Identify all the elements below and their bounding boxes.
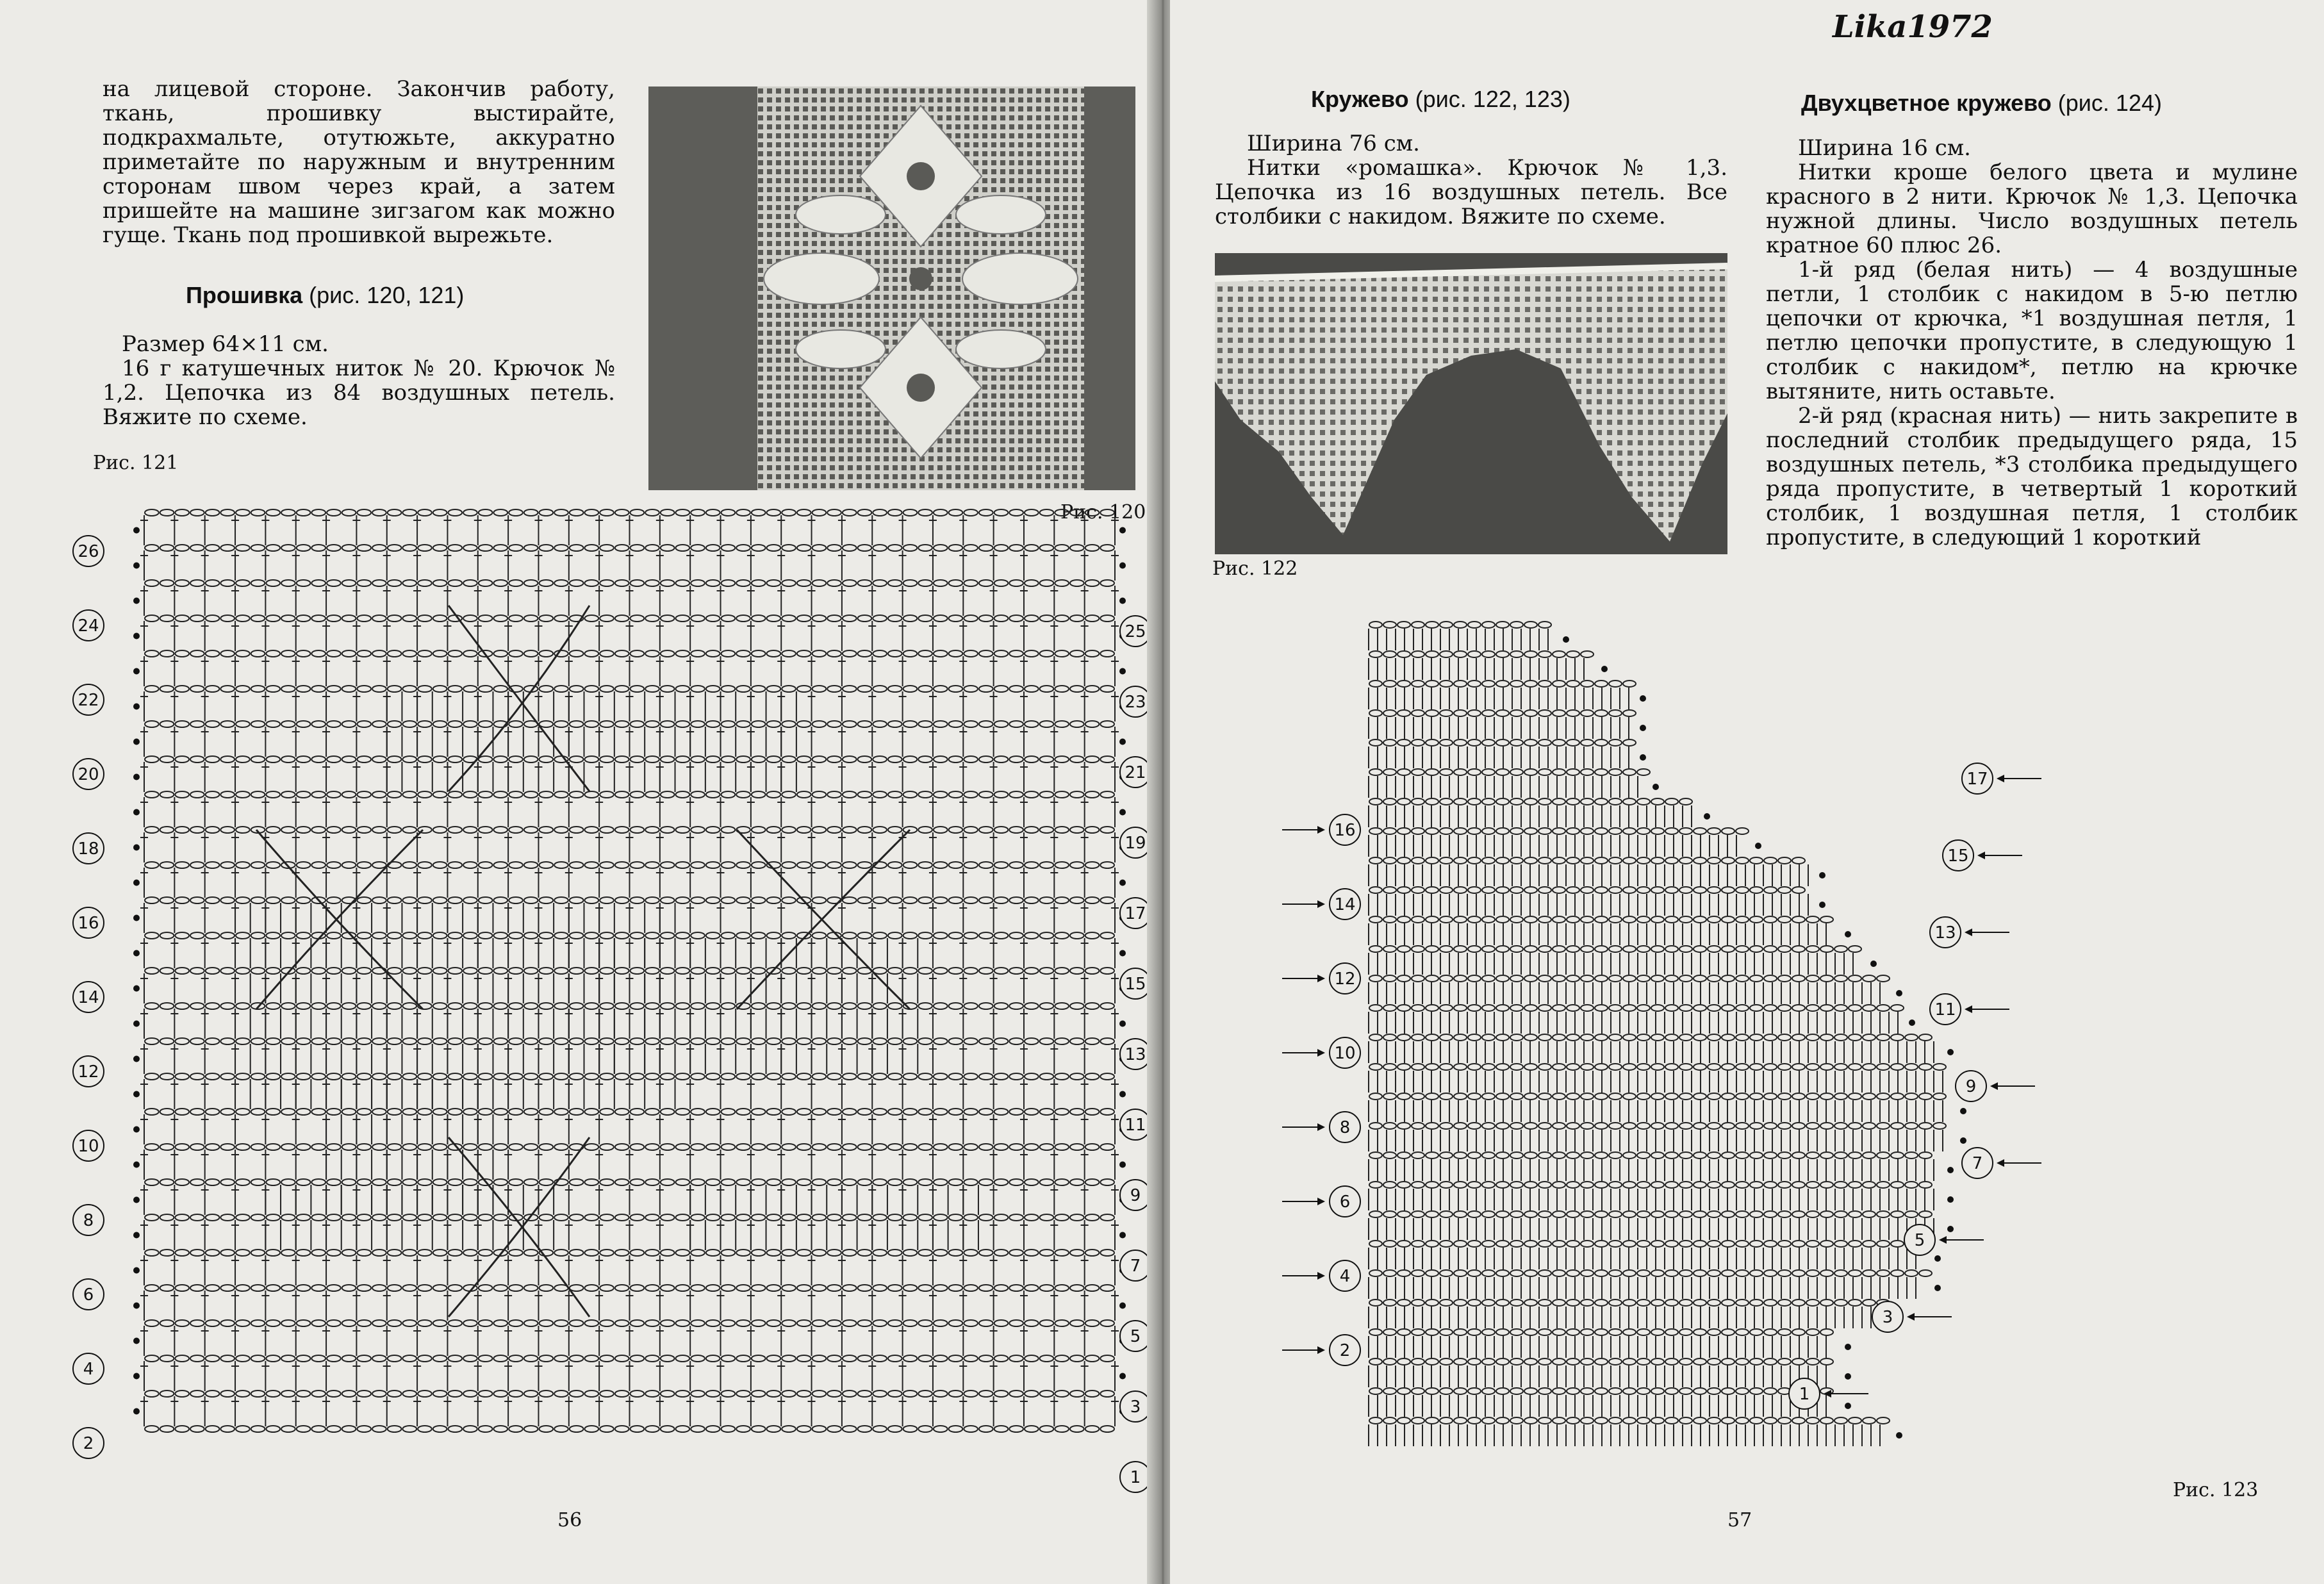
row-number-right-17 <box>1962 763 2041 794</box>
fig121-label: Рис. 121 <box>93 452 179 474</box>
two-color-width: Ширина 16 см. <box>1798 135 1971 161</box>
row-number-left-8 <box>73 1205 104 1235</box>
row-number-left-22 <box>73 684 104 715</box>
two-color-p2: 1-й ряд (белая нить) — 4 воздушные петли, 1 столбик с накидом в 5-ю петлю цепочки от крючка, *1 воздушная петля, 1 петлю цепочки пропустите, в следующую 1 столбик с накидом*, петлю на крючке вытяните, нить оставьте. <box>1766 257 2298 404</box>
two-color-p1: Нитки кроше белого цвета и мулине красного в 2 нити. Крючок № 1,3. Цепочка нужной длины. Число воздушных петель кратное 60 плюс 26. <box>1766 160 2298 258</box>
svg-text:2: 2 <box>83 1434 94 1453</box>
right-page <box>1170 0 2324 1584</box>
row-number-left-18 <box>73 833 104 864</box>
two-color-instructions <box>1766 136 2298 550</box>
row-number-right-5 <box>1120 1321 1151 1351</box>
lace-width: Ширина 76 см. <box>1247 131 1420 156</box>
row-number-left-14 <box>73 982 104 1012</box>
lace-title-bold: Кружево <box>1311 86 1409 112</box>
row-number-right-17 <box>1120 898 1151 928</box>
fig121-crochet-chart <box>64 497 1153 1496</box>
row-number-right-23 <box>1120 686 1151 717</box>
svg-text:25: 25 <box>1125 622 1146 641</box>
row-number-left-24 <box>73 610 104 641</box>
svg-text:20: 20 <box>78 765 99 784</box>
intro-paragraph <box>103 77 615 247</box>
svg-text:23: 23 <box>1125 693 1146 712</box>
svg-text:14: 14 <box>78 988 99 1007</box>
svg-text:15: 15 <box>1125 975 1146 994</box>
row-number-left-6 <box>73 1279 104 1310</box>
svg-text:3: 3 <box>1130 1398 1141 1417</box>
row-number-right-25 <box>1120 616 1151 647</box>
row-number-left-12 <box>1282 963 1360 994</box>
svg-text:19: 19 <box>1125 834 1146 853</box>
row-number-left-10 <box>1282 1037 1360 1068</box>
two-color-title-rest: (рис. 124) <box>2051 90 2162 116</box>
row-number-right-7 <box>1120 1250 1151 1281</box>
row-number-right-9 <box>1120 1180 1151 1210</box>
instructions-text: 16 г катушечных ниток № 20. Крючок № 1,2. Цепочка из 84 воздушных петель. Вяжите по схеме. <box>103 356 615 430</box>
row-number-right-9 <box>1956 1071 2035 1101</box>
row-number-right-3 <box>1872 1301 1952 1332</box>
fig120-photo <box>648 87 1135 490</box>
section-title-two-color <box>1801 90 2162 117</box>
left-page <box>0 0 1160 1584</box>
lace-title-rest: (рис. 122, 123) <box>1408 86 1570 112</box>
chart121-svg <box>64 497 1153 1496</box>
fig122-label: Рис. 122 <box>1212 557 1298 580</box>
svg-text:9: 9 <box>1130 1186 1141 1205</box>
chart123-svg <box>1279 606 2176 1503</box>
svg-text:4: 4 <box>83 1360 94 1379</box>
svg-text:17: 17 <box>1125 904 1146 923</box>
intro-text: на лицевой стороне. Закончив работу, ткань, прошивку выстирайте, подкрахмальте, отутюжьте, аккуратно приметайте по наружным и внутренним сторонам швом через край, а затем пришейте на машине зигзагом как можно гуще. Ткань под прошивкой вырежьте. <box>103 76 615 248</box>
proshivka-instructions <box>103 332 615 429</box>
size-line: Размер 64×11 см. <box>122 331 329 357</box>
watermark: Lika1972 <box>1833 9 1993 45</box>
row-number-right-21 <box>1120 757 1151 788</box>
fig123-crochet-chart <box>1279 606 2176 1503</box>
page-number-56: 56 <box>557 1509 582 1531</box>
section-title-kruzhevo <box>1311 86 1570 113</box>
svg-text:7: 7 <box>1130 1257 1141 1276</box>
lace-edging-image <box>1215 253 1727 554</box>
row-number-left-2 <box>73 1428 104 1458</box>
row-number-left-4 <box>1282 1260 1360 1291</box>
svg-text:16: 16 <box>78 914 99 933</box>
svg-text:13: 13 <box>1125 1045 1146 1064</box>
lace-instructions-text: Нитки «ромашка». Крючок № 1,3. Цепочка из 16 воздушных петель. Все столбики с накидом. Вяжите по схеме. <box>1215 155 1727 229</box>
row-number-left-2 <box>1282 1335 1360 1365</box>
page-number-57: 57 <box>1727 1509 1752 1531</box>
svg-text:1: 1 <box>1130 1468 1141 1487</box>
svg-text:12: 12 <box>78 1062 99 1082</box>
row-number-right-13 <box>1120 1039 1151 1069</box>
svg-text:21: 21 <box>1125 763 1146 782</box>
two-color-p3: 2-й ряд (красная нить) — нить закрепите в последний столбик предыдущего ряда, 15 воздушных петель, *3 столбика предыдущего ряда пропустите, в четвертый 1 короткий столбик, 1 воздушная петля, 1 столбик пропустите, в следующий 1 короткий <box>1766 403 2298 550</box>
row-number-left-4 <box>73 1353 104 1384</box>
svg-text:18: 18 <box>78 839 99 859</box>
row-number-left-10 <box>73 1130 104 1161</box>
row-number-right-15 <box>1120 968 1151 999</box>
row-number-right-11 <box>1930 994 2009 1025</box>
row-number-left-26 <box>73 536 104 566</box>
row-number-right-13 <box>1930 917 2009 948</box>
svg-text:10: 10 <box>78 1137 99 1156</box>
title-rest: (рис. 120, 121) <box>302 282 465 308</box>
row-number-left-14 <box>1282 889 1360 920</box>
title-bold: Прошивка <box>186 282 303 308</box>
lace-instructions <box>1215 131 1727 229</box>
row-number-right-11 <box>1120 1109 1151 1140</box>
row-number-left-16 <box>1282 814 1360 845</box>
row-number-right-1 <box>1789 1378 1868 1409</box>
row-number-right-5 <box>1904 1225 1984 1255</box>
fig123-label: Рис. 123 <box>2173 1479 2259 1501</box>
row-number-left-20 <box>73 759 104 789</box>
row-number-left-6 <box>1282 1186 1360 1217</box>
row-number-right-7 <box>1962 1148 2041 1178</box>
row-number-right-3 <box>1120 1391 1151 1422</box>
row-number-right-15 <box>1943 840 2022 871</box>
row-number-left-16 <box>73 907 104 938</box>
row-number-left-8 <box>1282 1112 1360 1143</box>
svg-text:11: 11 <box>1125 1116 1146 1135</box>
row-number-right-19 <box>1120 827 1151 858</box>
row-number-left-12 <box>73 1056 104 1087</box>
svg-text:24: 24 <box>78 616 99 636</box>
svg-text:6: 6 <box>83 1285 94 1305</box>
svg-text:8: 8 <box>83 1211 94 1230</box>
svg-text:22: 22 <box>78 691 99 710</box>
row-number-right-1 <box>1120 1462 1151 1492</box>
section-title-proshivka <box>186 282 464 309</box>
fig122-photo <box>1215 253 1727 554</box>
svg-text:26: 26 <box>78 542 99 561</box>
svg-text:5: 5 <box>1130 1327 1141 1346</box>
fig120-label: Рис. 120 <box>1060 501 1146 524</box>
lace-insertion-image <box>648 87 1135 490</box>
two-color-title-bold: Двухцветное кружево <box>1801 90 2052 116</box>
